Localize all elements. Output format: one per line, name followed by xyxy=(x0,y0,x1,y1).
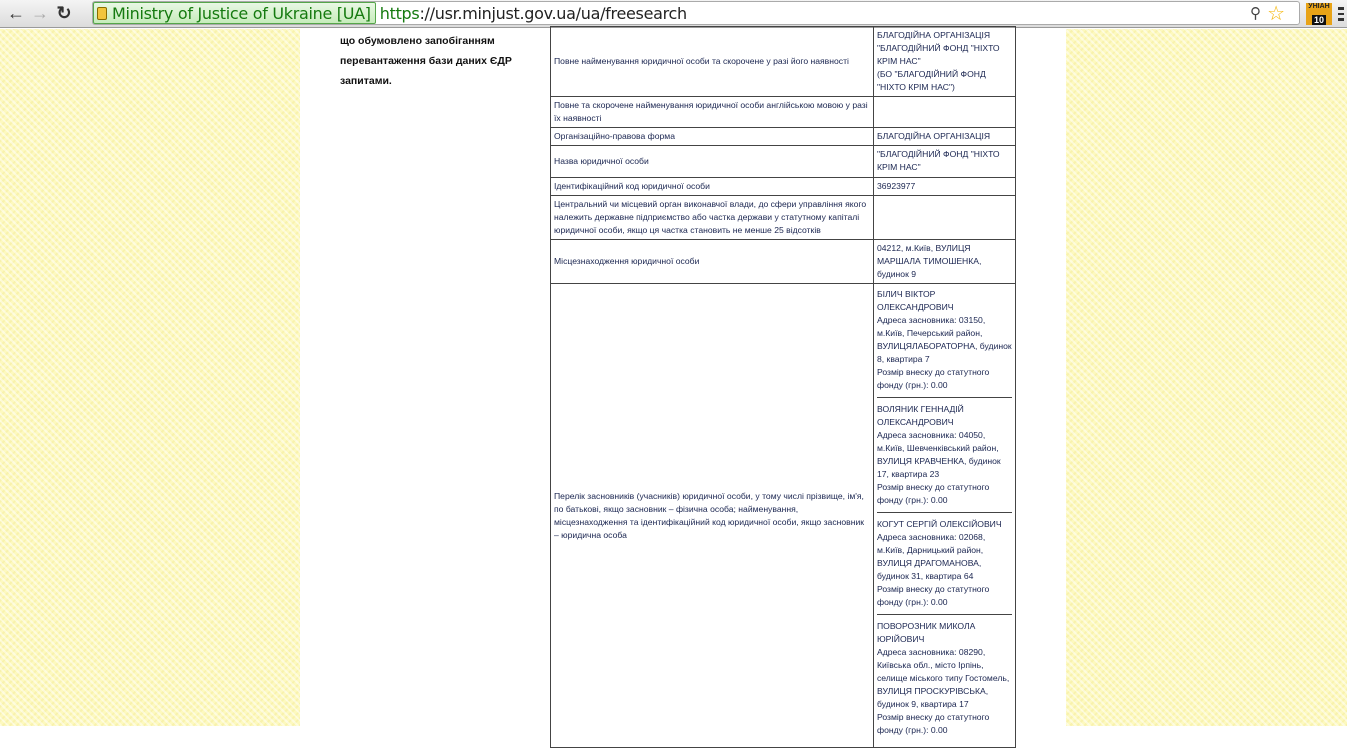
menu-icon[interactable] xyxy=(1338,7,1344,21)
table-row xyxy=(551,196,1016,240)
row-key: Перелік засновників (учасників) юридичної особи, у тому числі прізвище, ім'я, по батькові, якщо засновник – фізична особа; найменування, місцезнаходження та ідентифікаційний код юридичної особи, якщо засновник – юридична особа xyxy=(551,284,874,748)
row-value xyxy=(874,178,1016,196)
row-key: Назва юридичної особи xyxy=(551,146,874,178)
table-row xyxy=(551,178,1016,196)
ev-label: Ministry of Justice of Ukraine [UA] xyxy=(112,3,371,23)
back-arrow-icon[interactable]: ← xyxy=(7,3,25,23)
table-row xyxy=(551,146,1016,178)
registry-table xyxy=(550,26,1016,748)
founder-contribution: Розмір внеску до статутного фонду (грн.): 0.00 xyxy=(877,482,990,505)
founder-address: Адреса засновника: 08290, Київська обл., місто Ірпінь, селище міського типу Гостомель, ВУЛИЦЯ ПРОСКУРІВСЬКА, будинок 9, квартира 17 xyxy=(877,647,1010,709)
row-key: Повне найменування юридичної особи та скорочене у разі його наявності xyxy=(551,27,874,97)
value-short-name: (БО "БЛАГОДІЙНИЙ ФОНД "НІХТО КРІМ НАС") xyxy=(877,69,986,92)
founder-address: Адреса засновника: 04050, м.Київ, Шевченківський район, ВУЛИЦЯ КРАВЧЕНКА, будинок 17, квартира 23 xyxy=(877,430,1001,479)
founder-name: КОГУТ СЕРГІЙ ОЛЕКСІЙОВИЧ xyxy=(877,519,1002,529)
row-key: Повне та скорочене найменування юридичної особи англійською мовою у разі їх наявності xyxy=(551,97,874,128)
value-text: БЛАГОДІЙНА ОРГАНІЗАЦІЯ xyxy=(877,131,991,141)
url-path: ://usr.minjust.gov.ua/ua/freesearch xyxy=(419,3,687,23)
value-text: БЛАГОДІЙНА ОРГАНІЗАЦІЯ "БЛАГОДІЙНИЙ ФОНД "НІХТО КРІМ НАС" xyxy=(877,30,1000,66)
founder-entry xyxy=(877,516,1012,615)
ev-certificate-badge[interactable] xyxy=(93,2,376,24)
table-row xyxy=(551,128,1016,146)
extension-badge: 10 xyxy=(1314,15,1325,25)
row-value xyxy=(874,146,1016,178)
url-protocol: https xyxy=(379,3,420,23)
founder-entry xyxy=(877,286,1012,398)
extension-label: УНІАН xyxy=(1308,3,1330,10)
row-key: Місцезнаходження юридичної особи xyxy=(551,240,874,284)
forward-arrow-icon[interactable]: → xyxy=(31,3,49,23)
founder-name: ПОВОРОЗНИК МИКОЛА ЮРІЙОВИЧ xyxy=(877,621,976,644)
row-key: Центральний чи місцевий орган виконавчої влади, до сфери управління якого належить державне підприємство або частка держави у статутному капіталі юридичної особи, якщо ця частка становить не менше 25 відсотків xyxy=(551,196,874,240)
content-area xyxy=(300,29,1066,735)
row-value xyxy=(874,240,1016,284)
table-row xyxy=(551,97,1016,128)
zoom-icon[interactable]: ⚲ xyxy=(1250,5,1261,22)
row-value xyxy=(874,128,1016,146)
table-row xyxy=(551,27,1016,97)
table-row xyxy=(551,240,1016,284)
founder-contribution: Розмір внеску до статутного фонду (грн.): 0.00 xyxy=(877,712,990,735)
founder-contribution: Розмір внеску до статутного фонду (грн.): 0.00 xyxy=(877,367,990,390)
founder-name: ВОЛЯНИК ГЕННАДІЙ ОЛЕКСАНДРОВИЧ xyxy=(877,404,964,427)
browser-toolbar xyxy=(0,0,1347,28)
value-text: 04212, м.Київ, ВУЛИЦЯ МАРШАЛА ТИМОШЕНКА, будинок 9 xyxy=(877,243,982,279)
row-value xyxy=(874,97,1016,128)
founder-entry xyxy=(877,401,1012,513)
url-text[interactable] xyxy=(380,4,687,23)
address-bar[interactable] xyxy=(92,1,1300,25)
bookmark-star-icon[interactable]: ☆ xyxy=(1267,3,1285,25)
founder-address: Адреса засновника: 02068, м.Київ, Дарницький район, ВУЛИЦЯ ДРАГОМАНОВА, будинок 31, квартира 64 xyxy=(877,532,986,581)
lock-icon xyxy=(97,7,107,20)
founder-entry xyxy=(877,618,1012,742)
value-text: "БЛАГОДІЙНИЙ ФОНД "НІХТО КРІМ НАС" xyxy=(877,149,1000,172)
row-value xyxy=(874,196,1016,240)
founder-contribution: Розмір внеску до статутного фонду (грн.): 0.00 xyxy=(877,584,990,607)
founder-name: БІЛИЧ ВІКТОР ОЛЕКСАНДРОВИЧ xyxy=(877,289,954,312)
extension-unian-icon[interactable] xyxy=(1306,3,1332,25)
row-key: Ідентифікаційний код юридичної особи xyxy=(551,178,874,196)
row-value xyxy=(874,284,1016,748)
row-value xyxy=(874,27,1016,97)
row-key: Організаційно-правова форма xyxy=(551,128,874,146)
value-text: 36923977 xyxy=(877,181,916,191)
table-row xyxy=(551,284,1016,748)
reload-icon[interactable]: ↻ xyxy=(56,3,72,23)
founder-address: Адреса засновника: 03150, м.Київ, Печерський район, ВУЛИЦЯЛАБОРАТОРНА, будинок 8, квартира 7 xyxy=(877,315,1012,364)
left-note: що обумовлено запобіганням перевантаження бази даних ЄДР запитами. xyxy=(340,35,512,87)
